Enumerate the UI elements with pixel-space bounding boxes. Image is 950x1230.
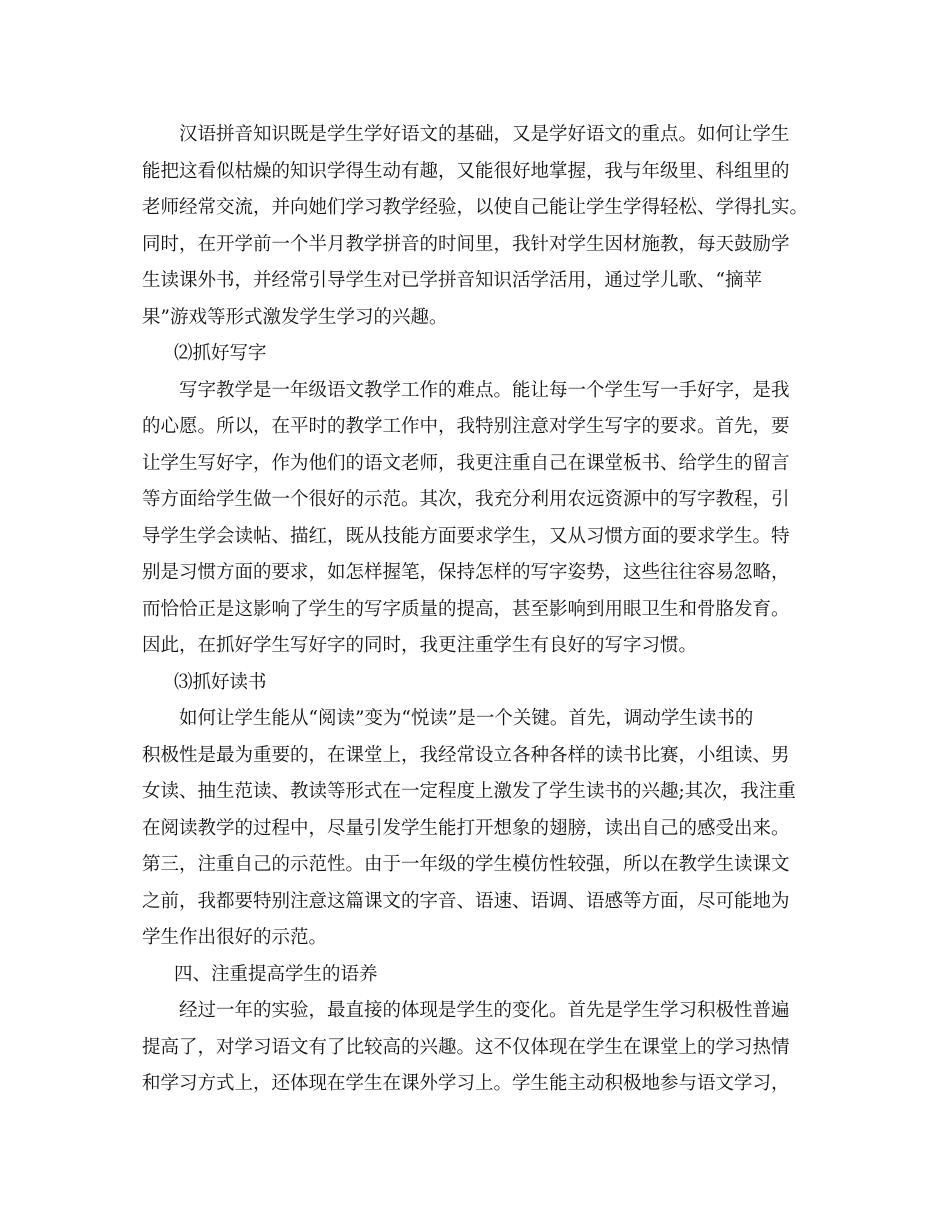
text-line: 别是习惯方面的要求，如怎样握笔，保持怎样的写字姿势，这些往往容易忽略， [142,562,790,583]
section-heading-reading: ⑶抓好读书 [174,671,267,693]
text-line: 能把这看似枯燥的知识学得生动有趣，又能很好地掌握，我与年级里、科组里的 [142,160,790,182]
text-line: 和学习方式上，还体现在学生在课外学习上。学生能主动积极地参与语文学习， [142,1073,790,1094]
text-line: 果”游戏等形式激发学生学习的兴趣。 [142,306,448,328]
text-line: 汉语拼音知识既是学生学好语文的基础，又是学好语文的重点。如何让学生 [179,124,790,145]
text-line: 提高了，对学习语文有了比较高的兴趣。这不仅体现在学生在课堂上的学习热情 [142,1036,790,1058]
text-line: 第三，注重自己的示范性。由于一年级的学生模仿性较强，所以在教学生读课文 [142,854,790,875]
text-line: 积极性是最为重要的，在课堂上，我经常设立各种各样的读书比赛，小组读、男 [142,744,790,766]
text-line: 之前，我都要特别注意这篇课文的字音、语速、语调、语感等方面，尽可能地为 [142,890,790,912]
text-line: 同时，在开学前一个半月教学拼音的时间里，我针对学生因材施教，每天鼓励学 [142,233,790,255]
text-line: 老师经常交流，并向她们学习教学经验，以使自己能让学生学得轻松、学得扎实。 [142,197,809,218]
paragraph-reading [142,701,812,957]
section-heading-literacy: 四、注重提高学生的语养 [174,963,378,985]
text-line: 而恰恰正是这影响了学生的写字质量的提高，甚至影响到用眼卫生和骨胳发育。 [142,598,790,620]
text-line: 在阅读教学的过程中，尽量引发学生能打开想象的翅膀，读出自己的感受出来。 [142,817,790,839]
paragraph-literacy [142,993,812,1103]
text-line: 等方面给学生做一个很好的示范。其次，我充分利用农远资源中的写字教程，引 [142,489,790,510]
text-line: 生读课外书，并经常引导学生对已学拼音知识活学活用，通过学儿歌、“摘苹 [142,270,762,291]
text-line: 导学生学会读帖、描红，既从技能方面要求学生，又从习惯方面的要求学生。特 [142,525,790,547]
text-line: 经过一年的实验，最直接的体现是学生的变化。首先是学生学习积极性普遍 [179,1000,790,1021]
paragraph-writing [142,373,812,665]
text-line: 如何让学生能从“阅读”变为“悦读”是一个关键。首先，调动学生读书的 [179,708,754,729]
text-line: 学生作出很好的示范。 [142,927,328,948]
section-heading-writing: ⑵抓好写字 [174,343,267,364]
paragraph-pinyin [142,117,812,336]
text-line: 的心愿。所以，在平时的教学工作中，我特别注意对学生写字的要求。首先，要 [142,416,790,437]
document-body [142,117,812,1103]
text-line: 写字教学是一年级语文教学工作的难点。能让每一个学生写一手好字，是我 [179,379,790,401]
text-line: 让学生写好字，作为他们的语文老师，我更注重自己在课堂板书、给学生的留言 [142,452,790,474]
text-line: 女读、抽生范读、教读等形式在一定程度上激发了学生读书的兴趣;其次，我注重 [142,781,796,802]
text-line: 因此，在抓好学生写好字的同时，我更注重学生有良好的写字习惯。 [142,635,698,656]
